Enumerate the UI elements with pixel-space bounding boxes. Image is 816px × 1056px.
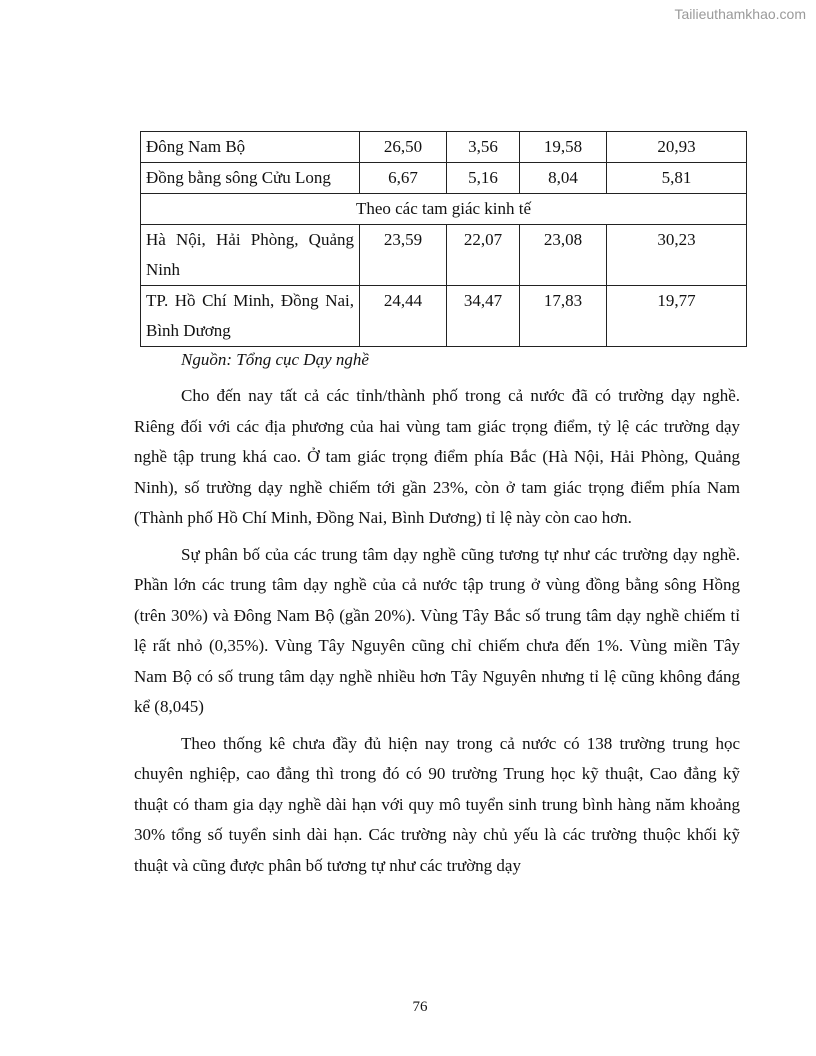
table-cell: 19,77: [607, 286, 747, 347]
table-cell: 6,67: [360, 163, 447, 194]
table-source-note: Nguồn: Tổng cục Dạy nghề: [181, 350, 369, 369]
table-cell: 34,47: [447, 286, 520, 347]
table-cell: 23,59: [360, 225, 447, 286]
page-number: 76: [412, 999, 428, 1015]
table-row: [141, 225, 747, 286]
table-cell: 8,04: [520, 163, 607, 194]
body-text: [134, 381, 740, 887]
table-row: [141, 286, 747, 347]
table-cell: 3,56: [447, 132, 520, 163]
region-name: Đồng bằng sông Cửu Long: [141, 163, 360, 194]
table-cell: 5,81: [607, 163, 747, 194]
table-cell: 19,58: [520, 132, 607, 163]
table-row: [141, 163, 747, 194]
region-name: TP. Hồ Chí Minh, Đồng Nai, Bình Dương: [141, 286, 360, 347]
region-name: Hà Nội, Hải Phòng, Quảng Ninh: [141, 225, 360, 286]
region-name: Đông Nam Bộ: [141, 132, 360, 163]
table-cell: 24,44: [360, 286, 447, 347]
section-heading: Theo các tam giác kinh tế: [141, 194, 747, 225]
paragraph: Sự phân bố của các trung tâm dạy nghề cũng tương tự như các trường dạy nghề. Phần lớn các trung tâm dạy nghề của cả nước tập trung ở vùng đồng bằng sông Hồng (trên 30%) và Đông Nam Bộ (gần 20%). Vùng Tây Bắc số trung tâm dạy nghề chiếm tỉ lệ rất nhỏ (0,35%). Vùng Tây Nguyên cũng chỉ chiếm chưa đến 1%. Vùng miền Tây Nam Bộ có số trung tâm dạy nghề nhiều hơn Tây Nguyên nhưng tỉ lệ cũng không đáng kể (8,045): [134, 544, 740, 716]
paragraph: Theo thống kê chưa đầy đủ hiện nay trong cả nước có 138 trường trung học chuyên nghiệp, cao đẳng thì trong đó có 90 trường Trung học kỹ thuật, Cao đẳng kỹ thuật có tham gia dạy nghề dài hạn với quy mô tuyển sinh trung bình hàng năm khoảng 30% tổng số tuyển sinh dài hạn. Các trường này chủ yếu là các trường thuộc khối kỹ thuật và cũng được phân bố tương tự như các trường dạy: [134, 733, 740, 875]
statistics-table: [140, 131, 747, 347]
table-cell: 23,08: [520, 225, 607, 286]
table-cell: 17,83: [520, 286, 607, 347]
table-cell: 22,07: [447, 225, 520, 286]
watermark: Tailieuthamkhao.com: [674, 6, 806, 22]
paragraph: Cho đến nay tất cả các tỉnh/thành phố trong cả nước đã có trường dạy nghề. Riêng đối với các địa phương của hai vùng tam giác trọng điểm, tỷ lệ các trường dạy nghề tập trung khá cao. Ở tam giác trọng điểm phía Bắc (Hà Nội, Hải Phòng, Quảng Ninh), số trường dạy nghề chiếm tới gần 23%, còn ở tam giác trọng điểm phía Nam (Thành phố Hồ Chí Minh, Đồng Nai, Bình Dương) tỉ lệ này còn cao hơn.: [134, 386, 740, 527]
table-cell: 5,16: [447, 163, 520, 194]
table-cell: 30,23: [607, 225, 747, 286]
table-cell: 26,50: [360, 132, 447, 163]
table-row: [141, 132, 747, 163]
table-cell: 20,93: [607, 132, 747, 163]
table-section-row: [141, 194, 747, 225]
